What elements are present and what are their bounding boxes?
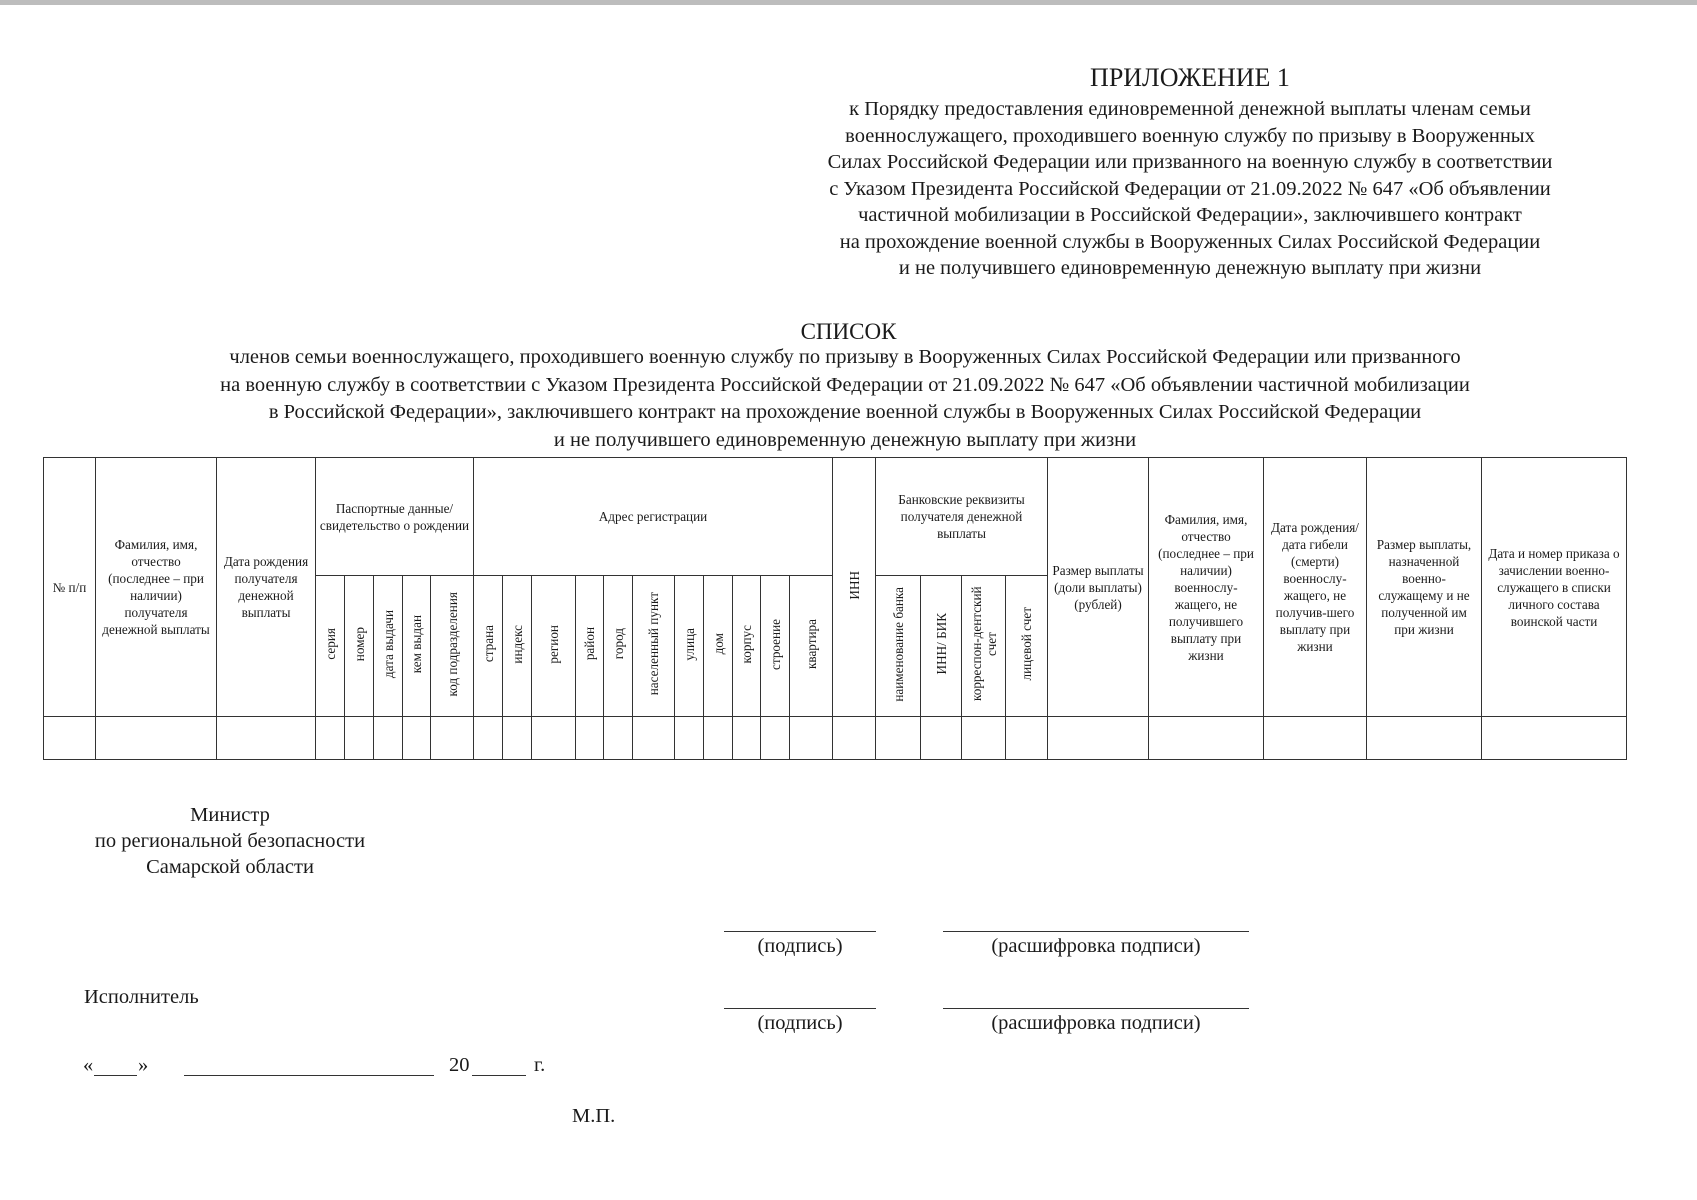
seal-label: М.П. — [572, 1105, 616, 1127]
header-address-city: город — [604, 576, 633, 717]
header-serviceman-dates: Дата рождения/ дата гибели (смерти) военнослу-жащего, не получив-шего выплату при жизни — [1264, 458, 1367, 717]
header-passport-issue-date: дата выдачи — [374, 576, 403, 717]
table-cell — [431, 717, 474, 760]
table-cell — [1264, 717, 1367, 760]
table-cell — [576, 717, 604, 760]
table-cell — [1149, 717, 1264, 760]
executor-signature-line — [724, 1008, 876, 1009]
appendix-line: и не получившего единовременную денежную выплату при жизни — [898, 257, 1482, 279]
header-passport-issued-by: кем выдан — [403, 576, 431, 717]
executor-signature-caption: (подпись) — [757, 1012, 843, 1034]
table-cell — [403, 717, 431, 760]
table-cell — [962, 717, 1006, 760]
date-quote-open: « — [83, 1054, 94, 1076]
date-quote-close: » — [138, 1054, 149, 1076]
table-cell — [532, 717, 576, 760]
appendix-line: с Указом Президента Российской Федерации от 21.09.2022 № 647 «Об объявлении — [829, 177, 1551, 200]
table-cell — [704, 717, 733, 760]
header-address-street: улица — [675, 576, 704, 717]
members-table — [43, 457, 1627, 760]
table-cell — [675, 717, 704, 760]
header-bank-group: Банковские реквизиты получателя денежной выплаты — [876, 458, 1048, 576]
date-month-line — [184, 1075, 434, 1076]
appendix-title: ПРИЛОЖЕНИЕ 1 — [1090, 63, 1290, 92]
appendix-line: частичной мобилизации в Российской Федерации», заключившего контракт — [858, 204, 1522, 226]
table-row — [44, 717, 1627, 760]
header-number: № п/п — [44, 458, 96, 717]
header-passport-series: серия — [316, 576, 345, 717]
table-cell — [790, 717, 833, 760]
list-title: СПИСОК — [800, 319, 897, 344]
header-payment-share: Размер выплаты (доли выплаты) (рублей) — [1048, 458, 1149, 717]
table-cell — [503, 717, 532, 760]
table-cell — [633, 717, 675, 760]
list-subtitle — [60, 344, 1630, 454]
header-bank-personal-account: лицевой счет — [1006, 576, 1048, 717]
list-subtitle-line: в Российской Федерации», заключившего контракт на прохождение военной службы в Вооруженных Силах Российской Федерации — [268, 401, 1422, 423]
table-cell — [374, 717, 403, 760]
appendix-line: к Порядку предоставления единовременной денежной выплаты членам семьи — [849, 98, 1531, 120]
table-cell — [316, 717, 345, 760]
header-address-house: дом — [704, 576, 733, 717]
header-address-building: корпус — [733, 576, 761, 717]
executor-decode-line — [943, 1008, 1249, 1009]
header-passport-number: номер — [345, 576, 374, 717]
appendix-header — [740, 62, 1640, 282]
header-bank-name: наименование банка — [876, 576, 921, 717]
date-year-line — [472, 1075, 526, 1076]
table-cell — [1367, 717, 1482, 760]
header-recipient-name: Фамилия, имя, отчество (последнее – при наличии) получателя денежной выплаты — [96, 458, 217, 717]
table-cell — [96, 717, 217, 760]
appendix-line: на прохождение военной службы в Вооруженных Силах Российской Федерации — [839, 230, 1541, 253]
header-address-country: страна — [474, 576, 503, 717]
minister-decode-caption: (расшифровка подписи) — [991, 935, 1201, 957]
scan-top-edge — [0, 0, 1697, 5]
header-address-district: район — [576, 576, 604, 717]
date-year-suffix: г. — [534, 1054, 546, 1076]
executor-decode-caption: (расшифровка подписи) — [991, 1012, 1201, 1034]
minister-line: Самарской области — [146, 856, 314, 878]
minister-line: Министр — [190, 804, 270, 826]
table-cell — [761, 717, 790, 760]
appendix-line: военнослужащего, проходившего военную службу по призыву в Вооруженных — [845, 124, 1535, 147]
header-address-settlement: населенный пункт — [633, 576, 675, 717]
table-cell — [1048, 717, 1149, 760]
list-subtitle-line: членов семьи военнослужащего, проходившего военную службу по призыву в Вооруженных Силах Российской Федерации или призванного — [229, 346, 1461, 368]
header-recipient-birth: Дата рождения получателя денежной выплаты — [217, 458, 316, 717]
table-cell — [1482, 717, 1627, 760]
header-bank-inn-bik: ИНН/ БИК — [921, 576, 962, 717]
header-inn-label: ИНН — [846, 570, 862, 600]
table-cell — [876, 717, 921, 760]
date-year-prefix: 20 — [449, 1054, 470, 1076]
header-address-region: регион — [532, 576, 576, 717]
header-passport-division-code: код подразделения — [431, 576, 474, 717]
table-cell — [833, 717, 876, 760]
date-day-line — [94, 1075, 137, 1076]
table-cell — [217, 717, 316, 760]
minister-signature-caption: (подпись) — [757, 935, 843, 957]
minister-signature-line — [724, 931, 876, 932]
header-address-group: Адрес регистрации — [474, 458, 833, 576]
table-cell — [44, 717, 96, 760]
header-inn — [833, 458, 876, 717]
table-cell — [604, 717, 633, 760]
executor-label: Исполнитель — [84, 986, 199, 1008]
minister-line: по региональной безопасности — [94, 830, 366, 852]
list-subtitle-line: на военную службу в соответствии с Указом Президента Российской Федерации от 21.09.2022 № 647 «Об объявлении частичной мобилизации — [220, 373, 1470, 396]
minister-block — [80, 802, 380, 880]
header-payment-assigned: Размер выплаты, назначенной военно-служащему и не полученной им при жизни — [1367, 458, 1482, 717]
table-cell — [733, 717, 761, 760]
header-order: Дата и номер приказа о зачислении военно-служащего в списки личного состава воинской части — [1482, 458, 1627, 717]
header-address-index: индекс — [503, 576, 532, 717]
minister-decode-line — [943, 931, 1249, 932]
list-subtitle-line: и не получившего единовременную денежную выплату при жизни — [553, 428, 1137, 451]
table-cell — [345, 717, 374, 760]
table-cell — [474, 717, 503, 760]
header-passport-group: Паспортные данные/ свидетельство о рождении — [316, 458, 474, 576]
appendix-line: Силах Российской Федерации или призванного на военную службу в соответствии — [827, 151, 1553, 173]
header-bank-corr-account: корреспон-дентский счет — [962, 576, 1006, 717]
table-cell — [921, 717, 962, 760]
header-address-structure: строение — [761, 576, 790, 717]
header-address-apartment: квартира — [790, 576, 833, 717]
table-cell — [1006, 717, 1048, 760]
header-serviceman-name: Фамилия, имя, отчество (последнее – при наличии) военнослу-жащего, не получившего выплату при жизни — [1149, 458, 1264, 717]
